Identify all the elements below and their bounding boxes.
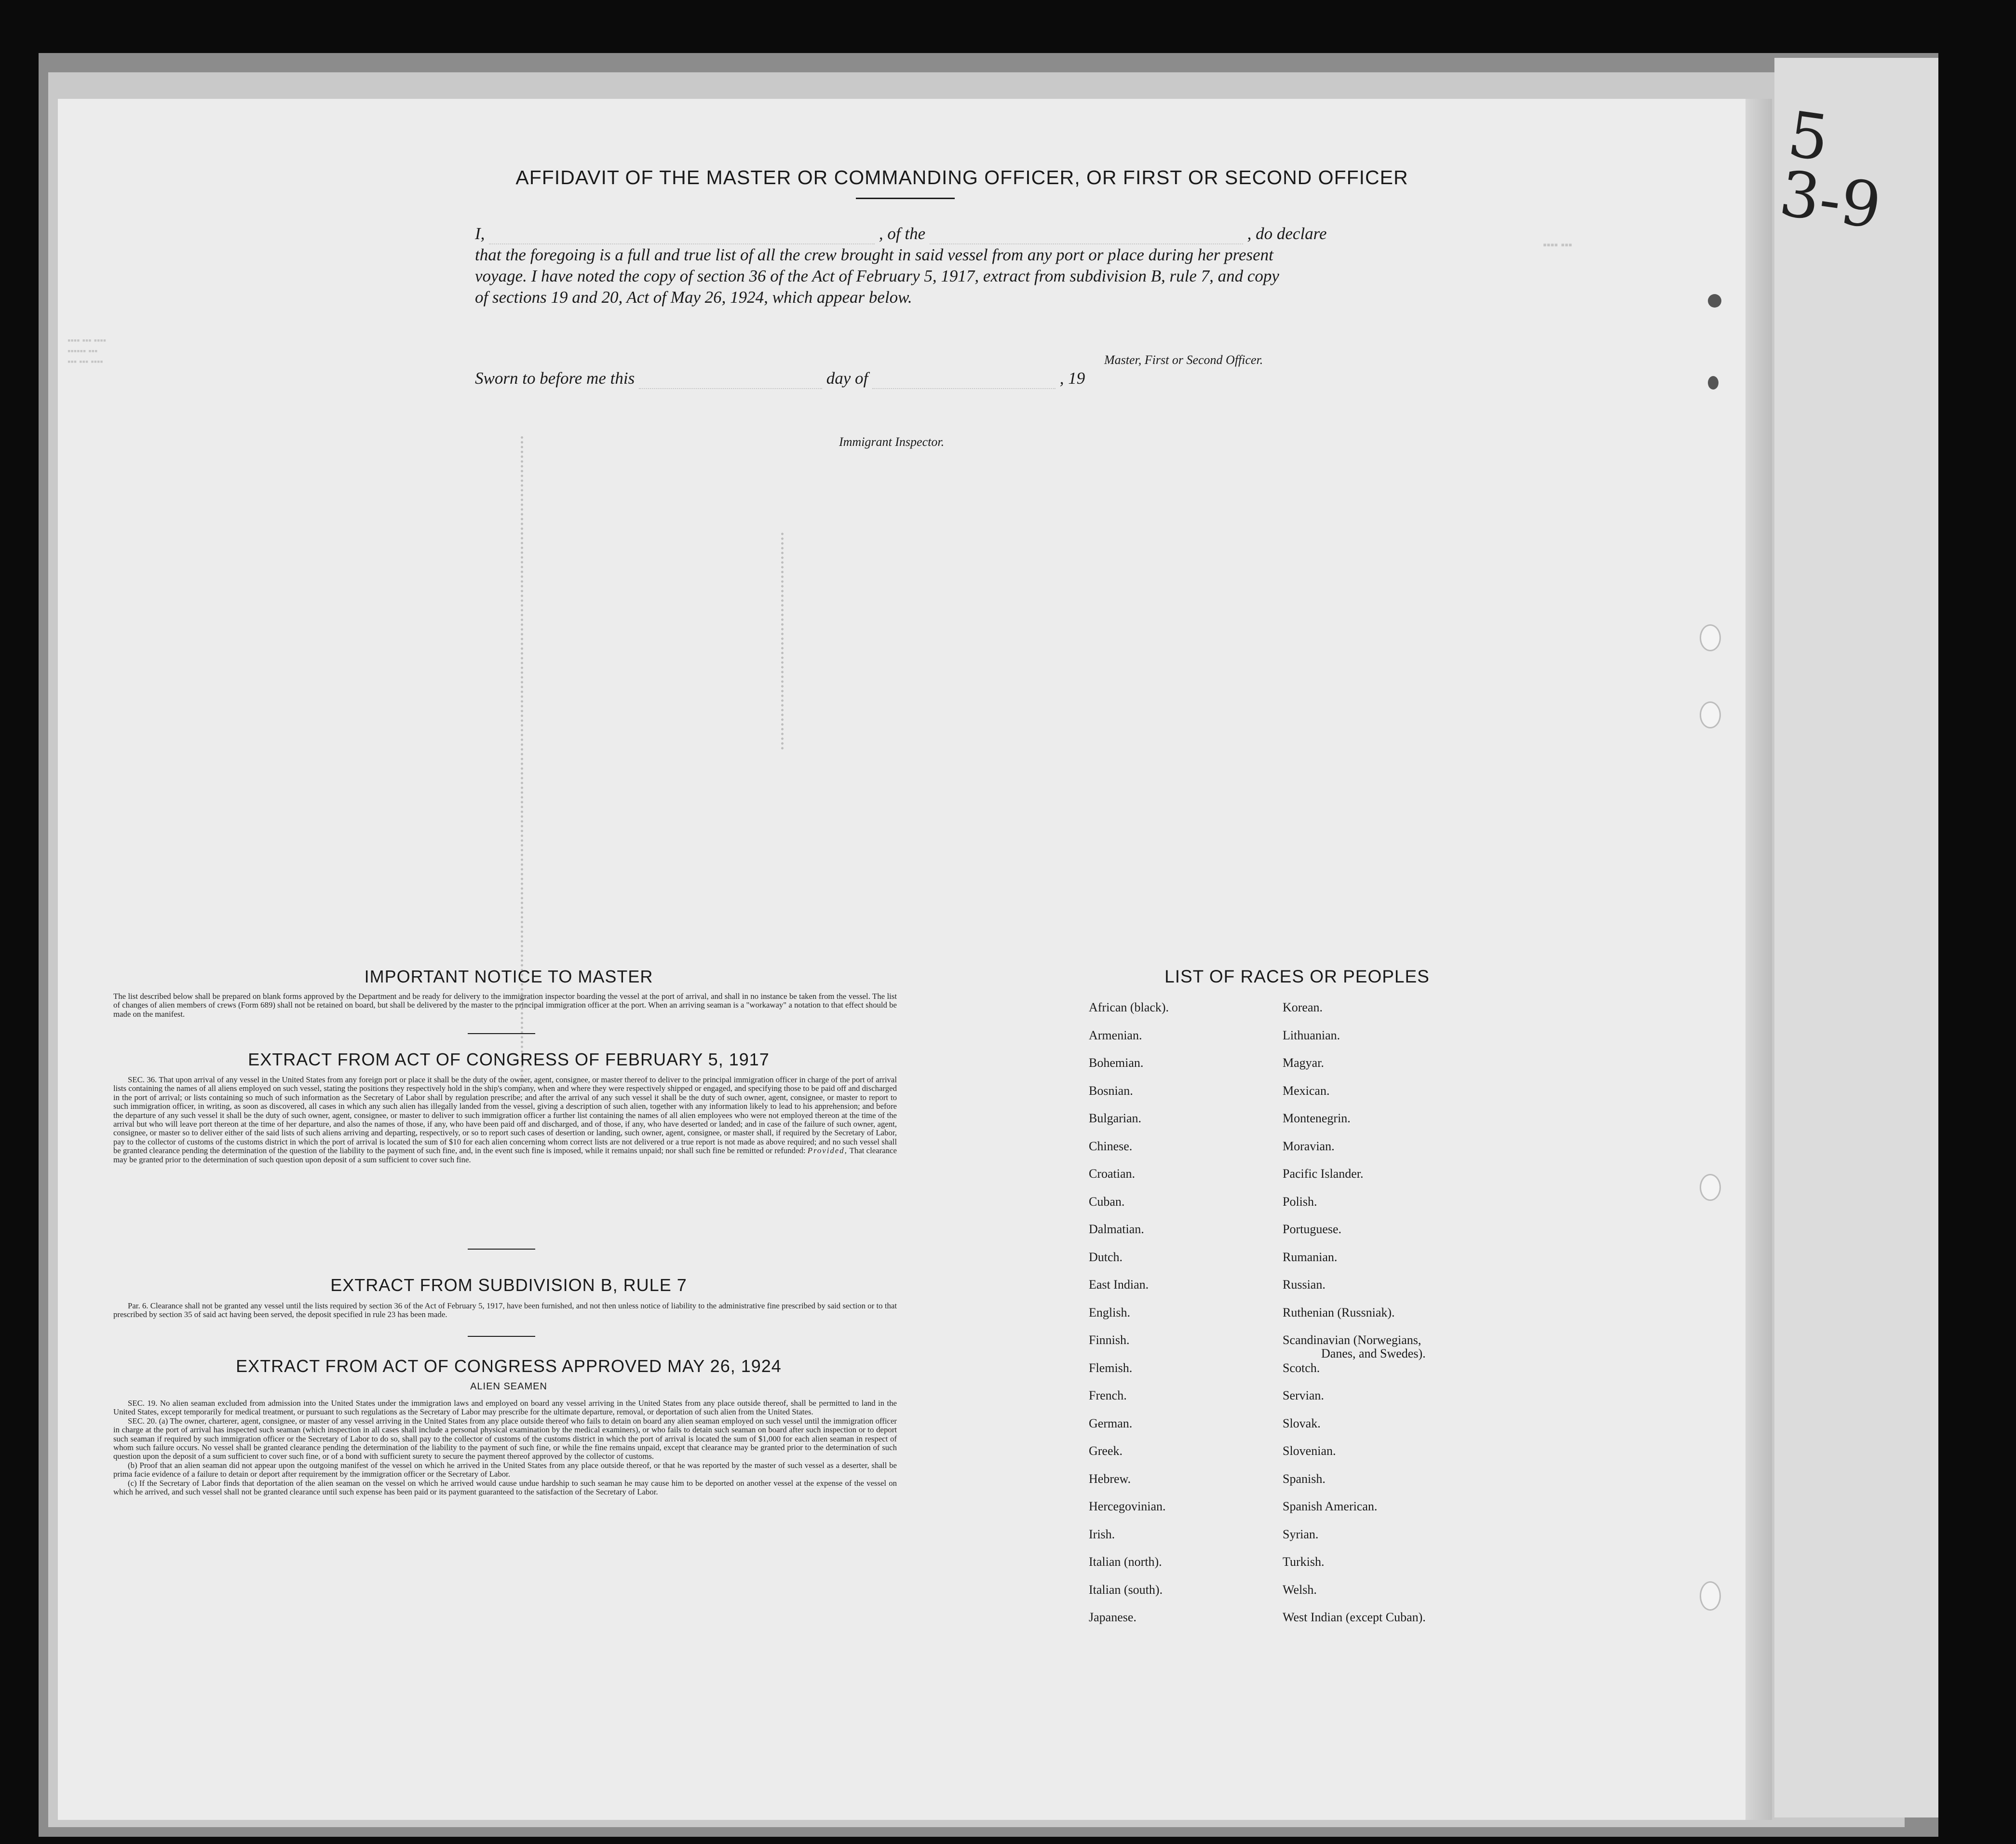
month-blank[interactable] (872, 374, 1055, 389)
race-item: West Indian (except Cuban). (1283, 1610, 1426, 1624)
race-item: Irish. (1089, 1527, 1115, 1541)
race-item: Cuban. (1089, 1194, 1125, 1209)
races-title: LIST OF RACES OR PEOPLES (1164, 967, 1430, 986)
margin-handwriting: 5 3-9 (1775, 97, 1886, 243)
notice-title: IMPORTANT NOTICE TO MASTER (364, 967, 653, 986)
race-item: Syrian. (1283, 1527, 1319, 1541)
race-item: Servian. (1283, 1388, 1324, 1402)
race-item: Montenegrin. (1283, 1111, 1351, 1125)
race-item: Finnish. (1089, 1333, 1130, 1347)
race-item: German. (1089, 1416, 1133, 1430)
affidavit-title: AFFIDAVIT OF THE MASTER OR COMMANDING OFFICER, OR FIRST OR SECOND OFFICER (515, 166, 1408, 188)
race-item: Rumanian. (1283, 1250, 1338, 1264)
section-rule (468, 1336, 535, 1337)
rule7-title: EXTRACT FROM SUBDIVISION B, RULE 7 (330, 1275, 687, 1295)
race-item: Slovak. (1283, 1416, 1321, 1430)
affidavit-do-declare: , do declare (1247, 224, 1327, 243)
race-item: Japanese. (1089, 1610, 1137, 1624)
sec-36-label: SEC. 36. (128, 1075, 157, 1084)
race-item: Danes, and Swedes). (1321, 1346, 1426, 1360)
punch-hole (1700, 1174, 1721, 1201)
provided-word: Provided, (807, 1146, 848, 1156)
binding-clip (1708, 376, 1718, 390)
race-item: Scandinavian (Norwegians, (1283, 1333, 1421, 1347)
race-item: Portuguese. (1283, 1222, 1342, 1236)
race-item: Bulgarian. (1089, 1111, 1142, 1125)
notice-body: The list described below shall be prepared on blank forms approved by the Department and be ready for delivery to the immigration inspector boarding the vessel at the port of arrival, and shall in no instance be taken from the vessel. The list of changes of alien members of crews (Form 689) shall not be retained on board, but shall be delivered by the master to the principal immigration officer at the port. When an arriving seaman is a "workaway" a notation to that effect should be made on the manifest. (113, 992, 897, 1019)
race-item: Lithuanian. (1283, 1028, 1340, 1042)
race-item: Spanish American. (1283, 1499, 1378, 1513)
extract-1924-title: EXTRACT FROM ACT OF CONGRESS APPROVED MAY 26, 1924 (236, 1356, 782, 1376)
race-item: Bohemian. (1089, 1056, 1144, 1070)
race-item: Spanish. (1283, 1471, 1326, 1486)
immigrant-inspector-label: Immigrant Inspector. (839, 435, 945, 449)
sworn-day-blank[interactable] (639, 374, 822, 389)
bleed-through-line (781, 533, 784, 750)
race-item: English. (1089, 1305, 1130, 1319)
race-item: African (black). (1089, 1000, 1169, 1014)
race-item: Chinese. (1089, 1139, 1133, 1153)
name-blank[interactable] (489, 229, 875, 244)
sec-20c-text: (c) If the Secretary of Labor finds that deportation of the alien seaman on the vessel on which he arrived would cause undue hardship to such seaman he may cause him to be deported on another vessel at the expense of the vessel on which he arrived, and such vessel shall not be granted clearance until such expense has been paid or its payment guaranteed to the satisfaction of the Secretary of Labor. (113, 1478, 897, 1497)
race-item: Polish. (1283, 1194, 1317, 1209)
manifest-page (58, 99, 1745, 1820)
sec-19-text: SEC. 19. No alien seaman excluded from admission into the United States under the immigration laws and employed on board any vessel arriving in the United States from any place outside thereof, shall be permitted to land in the United States, except temporarily for medical treatment, or pursuant to such regulations as the Secretary of Labor may prescribe for the ultimate departure, removal, or deportation of such alien from the United States. (113, 1399, 897, 1417)
race-item: Dutch. (1089, 1250, 1123, 1264)
race-item: Slovenian. (1283, 1444, 1336, 1458)
affidavit-line-4: of sections 19 and 20, Act of May 26, 1924, which appear below. (475, 288, 912, 307)
race-item: East Indian. (1089, 1278, 1149, 1292)
section-rule (468, 1033, 535, 1034)
race-item: Hercegovinian. (1089, 1499, 1166, 1513)
race-item: Moravian. (1283, 1139, 1335, 1153)
sworn-text: Sworn to before me this (475, 369, 635, 388)
affidavit-line-1 (475, 223, 1434, 244)
extract-1924-body (113, 1399, 897, 1496)
title-rule (856, 198, 955, 199)
race-item: Turkish. (1283, 1555, 1325, 1569)
race-item: Italian (north). (1089, 1555, 1162, 1569)
bleed-through-text: ▪▪▪▪ ▪▪▪ (1543, 239, 1572, 251)
race-item: Scotch. (1283, 1360, 1320, 1375)
sworn-line (475, 368, 1150, 389)
race-item: Korean. (1283, 1000, 1323, 1014)
race-item: Dalmatian. (1089, 1222, 1144, 1236)
punch-hole (1700, 1581, 1721, 1611)
section-rule (468, 1249, 535, 1250)
sec-36-text: That upon arrival of any vessel in the United States from any foreign port or place it shall be the duty of the owner, agent, consignee, or master thereof to deliver to the principal immigration officer in charge of the port of arrival lists containing the names of all aliens employed on such vessel, stating the positions they respectively hold in the ship's company, when and where they were respectively shipped or engaged, and specifying those to be paid off and discharged in the port of arrival; or lists containing so much of such information as the Secretary of Labor shall by regulation prescribe; and after the arrival of any such vessel it shall be the duty of such owner, agent, consignee, or master to report to such immigration officer, in writing, as soon as discovered, all cases in which any such alien has illegally landed from the vessel, giving a description of such alien, together with any information likely to lead to his apprehension; and before the departure of any such vessel it shall be the duty of such owner, agent, consignee, or master to deliver to such immigration officer a further list containing the names of all alien employees who were not employed thereon at the time of the arrival but who will leave port thereon at the time of her departure, and also the names of those, if any, who have been paid off and discharged, and of those, if any, who have deserted or landed; and in case of the failure of such owner, agent, consignee, or master so to deliver either of the said lists of such aliens arriving and departing, respectively, or so to report such cases of desertion or landing, such owner, agent, consignee, or master shall, if required by the Secretary of Labor, pay to the collector of customs of the customs district in which the port of arrival is located the sum of $10 for each alien concerning whom correct lists are not delivered or a true report is not made as above required; and no such vessel shall be granted clearance pending the determination of the question of the liability to the payment of such fine, and, in the event such fine is imposed, while it remains unpaid; nor shall such fine be remitted or refunded: (113, 1075, 897, 1156)
affidavit-i: I, (475, 224, 485, 243)
race-item: French. (1089, 1388, 1127, 1402)
binding-clip (1708, 294, 1721, 308)
race-item: Pacific Islander. (1283, 1167, 1364, 1181)
affidavit-of-the: , of the (879, 224, 926, 243)
punch-hole (1700, 701, 1721, 728)
race-item: Magyar. (1283, 1056, 1324, 1070)
race-item: Italian (south). (1089, 1582, 1163, 1597)
bleed-through-text: ▪▪▪▪ ▪▪▪ ▪▪▪▪ ▪▪▪▪▪▪ ▪▪▪ ▪▪▪ ▪▪▪ ▪▪▪▪ (68, 336, 107, 366)
sec-36-end: That clearance may be granted prior to the determination of such question upon deposit of a sum sufficient to cover such fine. (113, 1146, 897, 1164)
race-item: Hebrew. (1089, 1471, 1131, 1486)
race-item: Armenian. (1089, 1028, 1142, 1042)
race-item: Croatian. (1089, 1167, 1136, 1181)
affidavit-line-3: voyage. I have noted the copy of section 36 of the Act of February 5, 1917, extract from subdivision B, rule 7, and copy (475, 267, 1279, 285)
sec-20a-text: SEC. 20. (a) The owner, charterer, agent, consignee, or master of any vessel arriving in the United States from any place outside thereof who fails to detain on board any alien seaman employed on such vessel until the immigration officer in charge at the port of arrival has inspected such seaman (which inspection in all cases shall include a personal physical examination by the medical examiners), or who fails to detain such seaman on board after such inspection or to deport such seaman if required by such immigration officer or the Secretary of Labor to do so, shall pay to the collector of customs of the customs district in which the port of arrival is located the sum of $1,000 for each alien seaman in respect of whom such failure occurs. No vessel shall be granted clearance pending the determination of the liability to the payment of such fine, or while the fine remains unpaid, except that clearance may be granted prior to the determination of such question upon the deposit of a sum sufficient to cover such fine, or of a bond with sufficient surety to secure the payment thereof approved by the collector of customs. (113, 1416, 897, 1461)
master-signature-label: Master, First or Second Officer. (1104, 353, 1263, 367)
punch-hole (1700, 624, 1721, 651)
extract-1917-title: EXTRACT FROM ACT OF CONGRESS OF FEBRUARY 5, 1917 (248, 1050, 770, 1069)
bleed-through-line (521, 436, 523, 1087)
year-prefix: , 19 (1059, 369, 1085, 388)
race-item: Greek. (1089, 1444, 1123, 1458)
rule7-body: Par. 6. Clearance shall not be granted any vessel until the lists required by section 36 of the Act of February 5, 1917, have been furnished, and not then unless notice of liability to the administrative fine prescribed by said section or to that prescribed by section 35 of said act having been served, the deposit specified in rule 23 has been made. (113, 1301, 897, 1319)
adjacent-page-strip (1774, 58, 1938, 1817)
race-item: Flemish. (1089, 1360, 1133, 1375)
page-edge (1745, 99, 1772, 1820)
affidavit-line-2: that the foregoing is a full and true list of all the crew brought in said vessel from any port or place during her present (475, 245, 1273, 264)
vessel-blank[interactable] (930, 229, 1243, 244)
race-item: Russian. (1283, 1278, 1326, 1292)
day-of-text: day of (826, 369, 868, 388)
extract-1917-body (113, 1076, 897, 1164)
alien-seamen-subtitle: ALIEN SEAMEN (470, 1381, 547, 1392)
race-item: Bosnian. (1089, 1083, 1133, 1098)
race-item: Ruthenian (Russniak). (1283, 1305, 1395, 1319)
race-item: Mexican. (1283, 1083, 1330, 1098)
sec-20b-text: (b) Proof that an alien seaman did not appear upon the outgoing manifest of the vessel on which he arrived in the United States from any place outside thereof, or that he was reported by the master of such vessel as a deserter, shall be prima facie evidence of a failure to detain or deport after requirement by the immigration officer or the Secretary of Labor. (113, 1460, 897, 1479)
race-item: Welsh. (1283, 1582, 1317, 1597)
